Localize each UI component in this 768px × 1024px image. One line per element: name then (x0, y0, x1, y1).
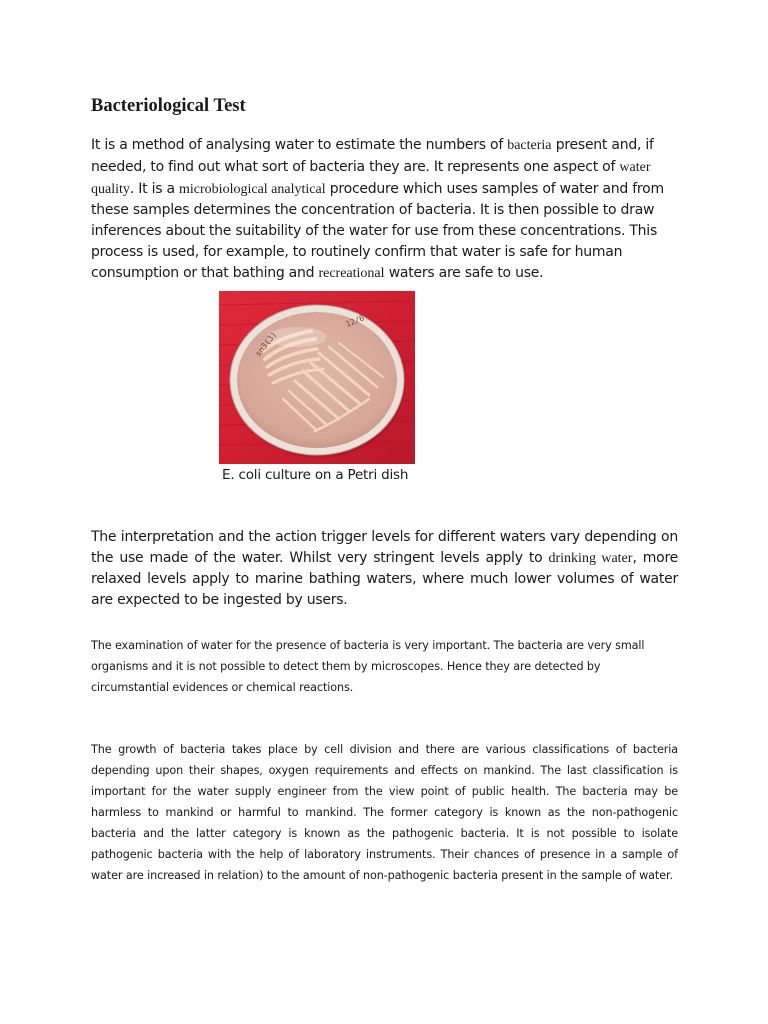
petri-dish-figure (219, 291, 415, 464)
intro-text-5: waters are safe to use. (384, 264, 544, 281)
examination-paragraph: The examination of water for the presence of bacteria is very important. The bacteria are very small organisms and it is not possible to detect them by microscopes. Hence they are detected by circumstantial evidences or chemical reactions. (91, 639, 645, 694)
intro-text-3: . It is a (129, 180, 180, 197)
recreational-term: recreational (318, 265, 385, 281)
dish-label-right: 12/6 (344, 313, 366, 329)
figure-caption: E. coli culture on a Petri dish (222, 467, 409, 483)
intro-text-2: present and, if needed, to find out what sort of bacteria they are. It represents one aspect of (91, 137, 654, 175)
petri-dish-photo (219, 291, 415, 464)
intro-text-1: It is a method of analysing water to estimate the numbers of (91, 137, 508, 153)
levels-text-2: , more relaxed levels apply to marine bathing waters, where much lower volumes of water are expected to be ingested by users. (91, 550, 679, 608)
microbiological-analytical-term: microbiological analytical (179, 181, 326, 197)
dish-label-left: sn3(3) (253, 329, 279, 359)
bacteria-term: bacteria (507, 138, 552, 153)
intro-paragraph (91, 135, 681, 285)
action-levels-paragraph (91, 527, 678, 611)
drinking-water-term: drinking water (548, 551, 633, 566)
levels-text-1: The interpretation and the action trigger levels for different waters vary depending on the use made of the water. Whilst very stringent levels apply to (91, 529, 678, 566)
growth-paragraph: The growth of bacteria takes place by cell division and there are various classifications of bacteria depending upon their shapes, oxygen requirements and effects on mankind. The last classification is important for the water supply engineer from the view point of public health. The bacteria may be harmless to mankind or harmful to mankind. The former category is known as the non-pathogenic bacteria and the latter category is known as the pathogenic bacteria. It is not possible to isolate pathogenic bacteria with the help of laboratory instruments. Their chances of presence in a sample of water are increased in relation) to the amount of non-pathogenic bacteria present in the sample of water. (91, 743, 678, 882)
water-quality-term: water quality (91, 159, 651, 197)
intro-text-4: procedure which uses samples of water and from these samples determines the concentration of bacteria. It is then possible to draw inferences about the suitability of the water for use from these concentrations. This process is used, for example, to routinely confirm that water is safe for human consumption or that bathing and (91, 180, 664, 281)
document-title: Bacteriological Test (91, 96, 246, 116)
